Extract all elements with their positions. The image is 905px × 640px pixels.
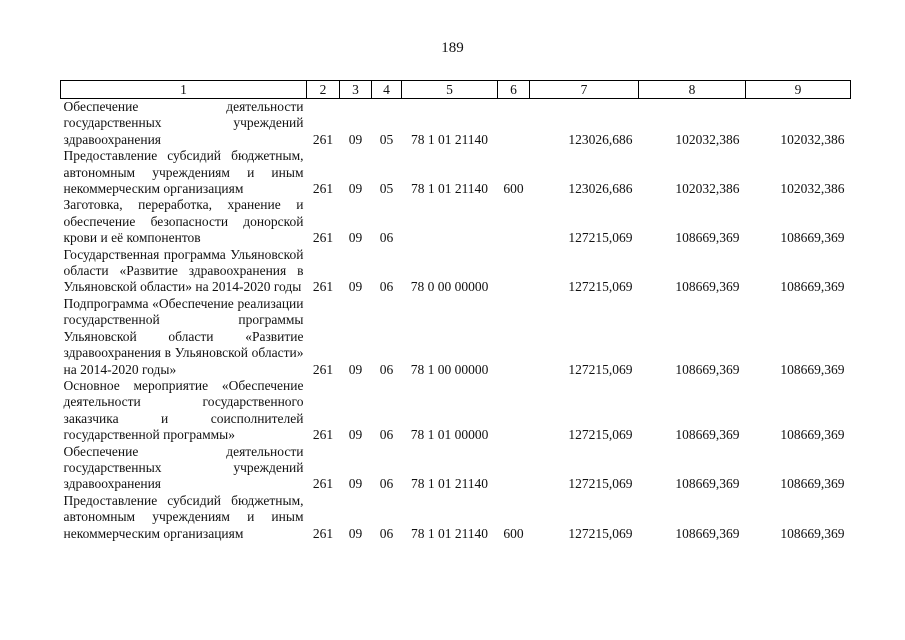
row-code-6 <box>498 247 530 296</box>
row-amount-8: 108669,369 <box>675 476 740 492</box>
row-code-2: 261 <box>312 279 334 295</box>
row-code-2: 261 <box>312 131 334 147</box>
row-amount-8: 102032,386 <box>675 181 740 197</box>
row-amount-9: 108669,369 <box>780 476 845 492</box>
row-code-5: 78 1 01 21140 <box>410 476 489 492</box>
row-amount-7: 123026,686 <box>568 131 633 147</box>
row-code-4: 06 <box>379 230 394 246</box>
row-amount-7: 127215,069 <box>568 230 633 246</box>
row-code-6: 600 <box>503 525 524 541</box>
row-amount-9: 108669,369 <box>780 361 845 377</box>
page-number: 189 <box>441 40 464 56</box>
row-code-2: 261 <box>312 361 334 377</box>
header-col-2: 2 <box>307 81 340 99</box>
table-row <box>61 99 851 149</box>
table-row <box>61 493 851 542</box>
header-col-7: 7 <box>530 81 639 99</box>
table-row <box>61 148 851 197</box>
row-code-2: 261 <box>312 476 334 492</box>
row-amount-9: 102032,386 <box>780 181 845 197</box>
row-description: Основное мероприятие «Обеспечение деятельности государственного заказчика и соисполнителей государственной программы» <box>63 377 304 443</box>
row-amount-7: 127215,069 <box>568 427 633 443</box>
row-code-6: 600 <box>503 181 524 197</box>
budget-table <box>60 80 851 542</box>
row-description: Заготовка, переработка, хранение и обеспечение безопасности донорской крови и её компонентов <box>63 197 304 246</box>
row-code-5: 78 1 00 00000 <box>410 361 489 377</box>
row-code-4: 06 <box>379 361 394 377</box>
row-code-2: 261 <box>312 525 334 541</box>
row-code-6 <box>498 197 530 246</box>
row-amount-8: 108669,369 <box>675 361 740 377</box>
header-col-8: 8 <box>639 81 746 99</box>
row-amount-7: 127215,069 <box>568 476 633 492</box>
row-amount-7: 127215,069 <box>568 279 633 295</box>
header-col-9: 9 <box>746 81 851 99</box>
row-code-4: 06 <box>379 525 394 541</box>
row-amount-9: 108669,369 <box>780 525 845 541</box>
row-code-3: 09 <box>348 181 363 197</box>
row-code-5: 78 0 00 00000 <box>410 279 489 295</box>
row-code-4: 06 <box>379 427 394 443</box>
row-code-5: 78 1 01 00000 <box>410 427 489 443</box>
row-description: Государственная программа Ульяновской области «Развитие здравоохранения в Ульяновской области» на 2014-2020 годы <box>63 246 304 295</box>
row-code-3: 09 <box>348 476 363 492</box>
row-code-4: 06 <box>379 476 394 492</box>
row-code-2: 261 <box>312 230 334 246</box>
row-code-3: 09 <box>348 230 363 246</box>
row-description: Предоставление субсидий бюджетным, автономным учреждениям и иным некоммерческим организациям <box>63 148 304 197</box>
row-code-6 <box>498 444 530 493</box>
row-amount-9: 108669,369 <box>780 279 845 295</box>
row-code-6 <box>498 99 530 149</box>
row-code-3: 09 <box>348 361 363 377</box>
row-code-5: 78 1 01 21140 <box>410 181 489 197</box>
table-row <box>61 296 851 378</box>
row-code-4: 05 <box>379 181 394 197</box>
row-code-6 <box>498 296 530 378</box>
header-col-6: 6 <box>498 81 530 99</box>
table-row <box>61 378 851 444</box>
row-amount-7: 127215,069 <box>568 525 633 541</box>
row-code-4: 05 <box>379 131 394 147</box>
row-amount-8: 108669,369 <box>675 279 740 295</box>
row-code-5 <box>402 197 498 246</box>
row-code-3: 09 <box>348 525 363 541</box>
row-amount-8: 108669,369 <box>675 427 740 443</box>
header-row <box>61 81 851 99</box>
row-code-2: 261 <box>312 427 334 443</box>
row-amount-9: 102032,386 <box>780 131 845 147</box>
row-code-3: 09 <box>348 279 363 295</box>
header-col-1: 1 <box>61 81 307 99</box>
header-col-3: 3 <box>340 81 372 99</box>
row-amount-7: 123026,686 <box>568 181 633 197</box>
row-description: Обеспечение деятельности государственных учреждений здравоохранения <box>63 443 304 492</box>
row-amount-8: 108669,369 <box>675 230 740 246</box>
header-col-4: 4 <box>372 81 402 99</box>
row-code-3: 09 <box>348 131 363 147</box>
row-amount-8: 102032,386 <box>675 131 740 147</box>
row-code-6 <box>498 378 530 444</box>
row-amount-7: 127215,069 <box>568 361 633 377</box>
row-code-4: 06 <box>379 279 394 295</box>
row-code-5: 78 1 01 21140 <box>410 131 489 147</box>
row-description: Подпрограмма «Обеспечение реализации государственной программы Ульяновской области «Развитие здравоохранения в Ульяновской области» на 2014-2020 годы» <box>63 295 304 377</box>
table-row <box>61 247 851 296</box>
header-col-5: 5 <box>402 81 498 99</box>
row-description: Предоставление субсидий бюджетным, автономным учреждениям и иным некоммерческим организациям <box>63 492 304 541</box>
table-row <box>61 444 851 493</box>
row-description: Обеспечение деятельности государственных учреждений здравоохранения <box>63 99 304 147</box>
row-amount-9: 108669,369 <box>780 230 845 246</box>
row-code-3: 09 <box>348 427 363 443</box>
row-code-2: 261 <box>312 181 334 197</box>
row-amount-8: 108669,369 <box>675 525 740 541</box>
table-row <box>61 197 851 246</box>
row-amount-9: 108669,369 <box>780 427 845 443</box>
row-code-5: 78 1 01 21140 <box>410 525 489 541</box>
